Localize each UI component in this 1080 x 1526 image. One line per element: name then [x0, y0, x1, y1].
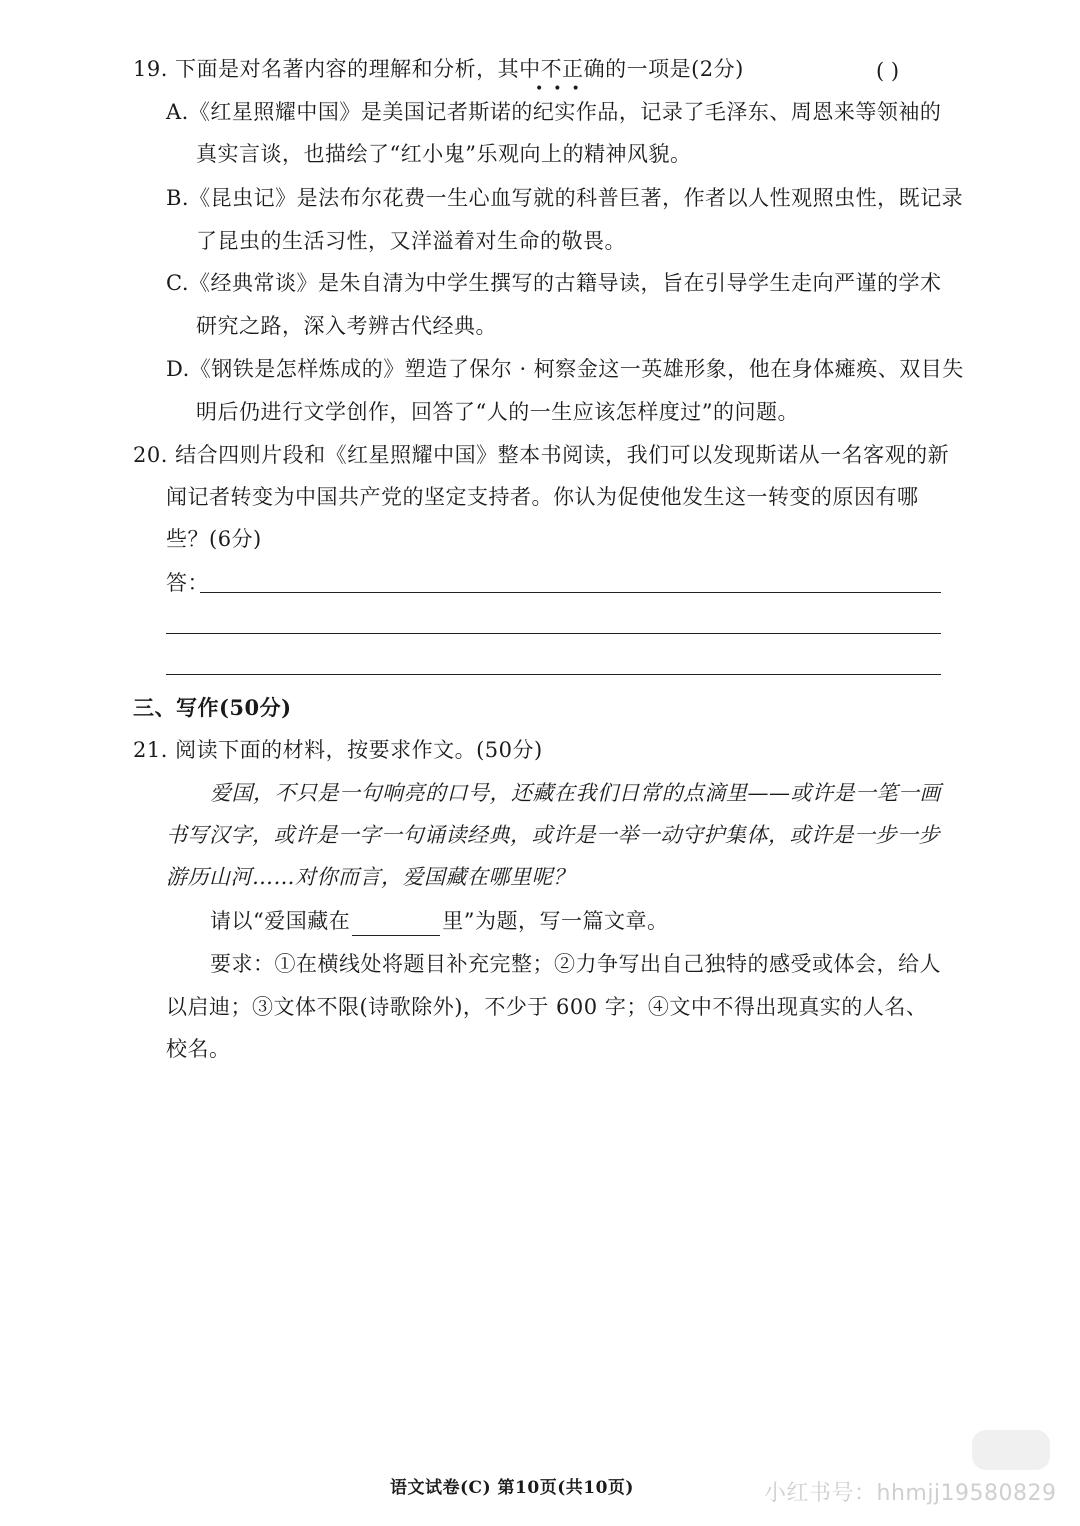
- answer-line-1[interactable]: [200, 592, 941, 593]
- q21-requirement-line1: 要求：①在横线处将题目补充完整；②力争写出自己独特的感受或体会，给人: [210, 952, 941, 976]
- page-footer: 语文试卷(C) 第10页(共10页): [390, 1478, 634, 1498]
- q19-option-a-line2: 真实言谈，也描绘了“红小鬼”乐观向上的精神风貌。: [196, 142, 692, 166]
- q20-stem-line2: 闻记者转变为中国共产党的坚定支持者。你认为促使他发生这一转变的原因有哪: [166, 485, 919, 509]
- q21-material-line2: 书写汉字，或许是一字一句诵读经典，或许是一举一动守护集体，或许是一步一步: [166, 823, 940, 847]
- q19-option-d-line2: 明后仍进行文学创作，回答了“人的一生应该怎样度过”的问题。: [196, 400, 799, 424]
- answer-label: 答：: [166, 571, 209, 595]
- q19-option-b-line2: 了昆虫的生活习性，又洋溢着对生命的敬畏。: [196, 229, 626, 253]
- q19-option-b-line1: B.《昆虫记》是法布尔花费一生心血写就的科普巨著，作者以人性观照虫性，既记录: [166, 186, 964, 210]
- answer-line-2[interactable]: [166, 633, 941, 634]
- section-3-title: 三、写作(50分): [133, 695, 292, 720]
- title-blank[interactable]: [352, 915, 440, 936]
- q21-material-line3: 游历山河……对你而言，爱国藏在哪里呢？: [166, 865, 575, 889]
- q21-title-prompt: [210, 906, 669, 936]
- watermark-text: 小红书号：hhmjj19580829: [764, 1481, 1057, 1506]
- q21-requirement-line2: 以启迪；③文体不限(诗歌除外)，不少于 600 字；④文中不得出现真实的人名、: [166, 995, 928, 1019]
- q19-option-d-line1: D.《钢铁是怎样炼成的》塑造了保尔 · 柯察金这一英雄形象，他在身体瘫痪、双目失: [166, 357, 964, 381]
- answer-line-3[interactable]: [166, 674, 941, 675]
- q20-stem-line3: 些？(6分): [166, 527, 262, 551]
- watermark-logo: [972, 1430, 1050, 1470]
- q21-requirement-line3: 校名。: [166, 1037, 231, 1061]
- answer-bracket: ( ): [876, 59, 900, 83]
- q19-option-a-line1: A.《红星照耀中国》是美国记者斯诺的纪实作品，记录了毛泽东、周恩来等领袖的: [166, 100, 942, 124]
- q19-stem: 19. 下面是对名著内容的理解和分析，其中不正确的一项是(2分): [133, 57, 744, 81]
- q21-stem: 21. 阅读下面的材料，按要求作文。(50分): [133, 738, 543, 762]
- q19-option-c-line2: 研究之路，深入考辨古代经典。: [196, 314, 497, 338]
- q21-material-line1: 爱国，不只是一句响亮的口号，还藏在我们日常的点滴里——或许是一笔一画: [210, 781, 941, 805]
- title-prompt-prefix: 请以“爱国藏在: [210, 909, 351, 933]
- q19-option-c-line1: C.《经典常谈》是朱自清为中学生撰写的古籍导读，旨在引导学生走向严谨的学术: [166, 271, 942, 295]
- title-prompt-suffix: 里”为题，写一篇文章。: [442, 909, 669, 933]
- emphasis-dots: •••: [535, 81, 590, 97]
- q20-stem-line1: 20. 结合四则片段和《红星照耀中国》整本书阅读，我们可以发现斯诺从一名客观的新: [133, 443, 950, 467]
